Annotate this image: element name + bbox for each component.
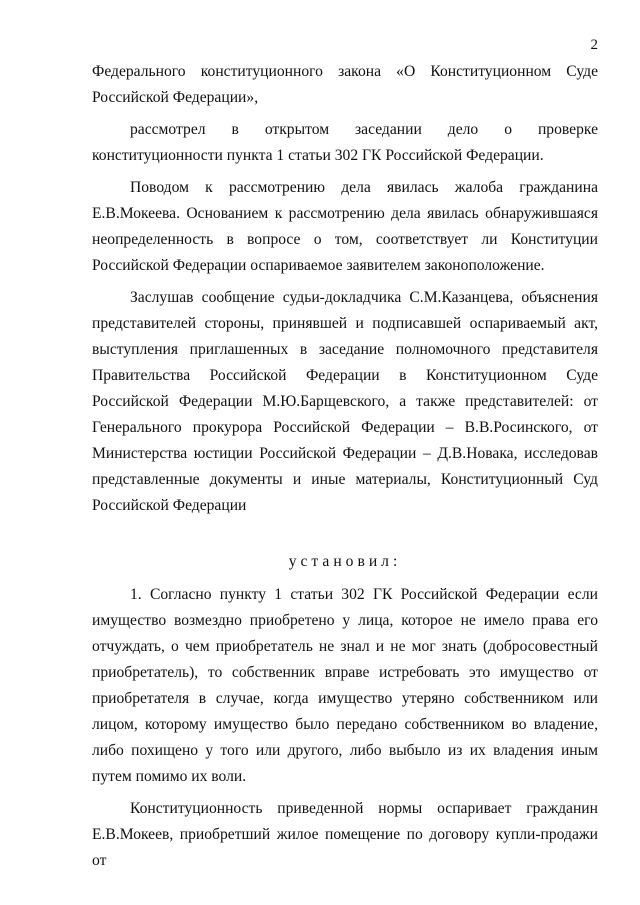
section-heading-established: установил:: [288, 553, 402, 570]
paragraph-hearing: Заслушав сообщение судьи-докладчика С.М.Казанцева, объяснения представителей стороны, принявшей и подписавшей оспариваемый акт, выступления приглашенных в заседание полномочного представителя Правительства Российской Федерации в Конституционном Суде Российской Федерации М.Ю.Барщевского, а также представителей: от Генерального прокурора Российской Федерации – В.В.Росинского, от Министерства юстиции Российской Федерации – Д.В.Новака, исследовав представленные документы и иные материалы, Конституционный Суд Российской Федерации: [92, 289, 598, 514]
paragraph-article-302: 1. Согласно пункту 1 статьи 302 ГК Российской Федерации если имущество возмездно приобретено у лица, которое не имело права его отчуждать, о чем приобретатель не знал и не мог знать (добросовестный приобретатель), то собственник вправе истребовать это имущество от приобретателя в случае, когда имущество утеряно собственником или лицом, которому имущество было передано собственником во владение, либо похищено у того или другого, либо выбыло из их владения иным путем помимо их воли.: [92, 586, 598, 785]
page-number: 2: [590, 37, 598, 53]
document-body: [92, 59, 598, 874]
paragraph-law-reference: Федерального конституционного закона «О Конституционном Суде Российской Федерации»,: [92, 63, 598, 106]
paragraph-complainant: Конституционность приведенной нормы оспаривает гражданин Е.В.Мокеев, приобретший жилое помещение по договору купли-продажи от: [92, 800, 598, 869]
paragraph-case-considered: рассмотрел в открытом заседании дело о проверке конституционности пункта 1 статьи 302 ГК Российской Федерации.: [92, 121, 598, 164]
paragraph-grounds: Поводом к рассмотрению дела явилась жалоба гражданина Е.В.Мокеева. Основанием к рассмотрению дела явилась обнаружившаяся неопределенность в вопросе о том, соответствует ли Конституции Российской Федерации оспариваемое заявителем законоположение.: [92, 179, 598, 274]
